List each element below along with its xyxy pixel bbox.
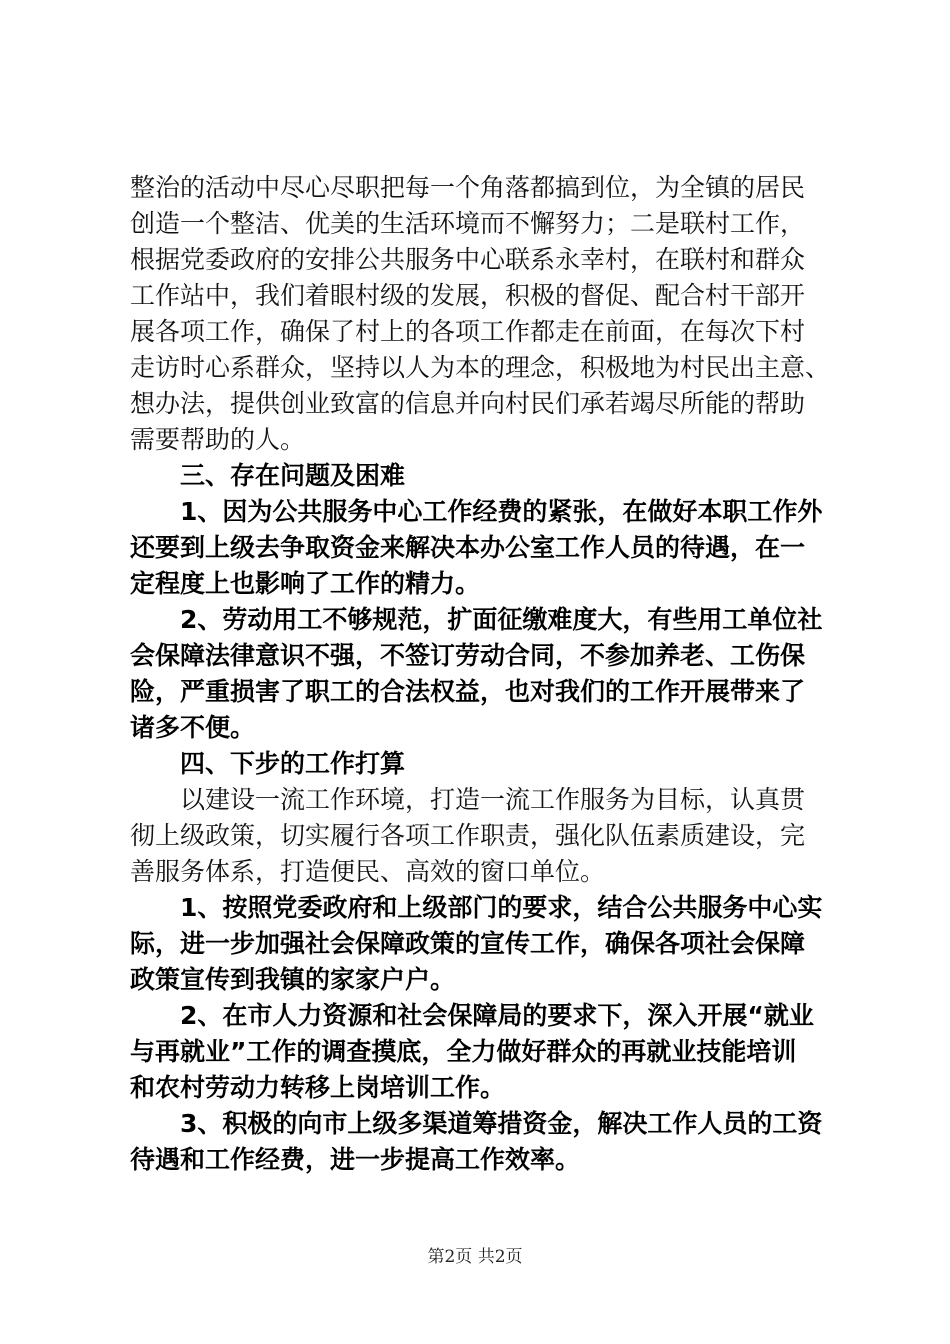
text-line: 政策宣传到我镇的家家户户。 — [130, 965, 456, 994]
text-line: 工作站中，我们着眼村级的发展，积极的督促、配合村干部开 — [130, 281, 806, 310]
text-line: 险，严重损害了职工的合法权益，也对我们的工作开展带来了 — [130, 677, 806, 706]
text-line: 以建设一流工作环境，打造一流工作服务为目标，认真贯 — [180, 785, 806, 814]
text-line: 想办法，提供创业致富的信息并向村民们承若竭尽所能的帮助 — [130, 389, 806, 418]
text-line: 1、因为公共服务中心工作经费的紧张，在做好本职工作外 — [180, 497, 823, 526]
document-body — [130, 170, 830, 1178]
text-line: 2、在市人力资源和社会保障局的要求下，深入开展“就业 — [180, 1001, 814, 1030]
text-line: 和农村劳动力转移上岗培训工作。 — [130, 1073, 506, 1102]
text-line: 根据党委政府的安排公共服务中心联系永幸村，在联村和群众 — [130, 245, 806, 274]
text-line: 彻上级政策，切实履行各项工作职责，强化队伍素质建设，完 — [130, 821, 806, 850]
text-line: 3、积极的向市上级多渠道筹措资金，解决工作人员的工资 — [180, 1109, 823, 1138]
text-line: 会保障法律意识不强，不签订劳动合同，不参加养老、工伤保 — [130, 641, 806, 670]
text-line: 2、劳动用工不够规范，扩面征缴难度大，有些用工单位社 — [180, 605, 823, 634]
text-line: 需要帮助的人。 — [130, 425, 306, 454]
text-line: 还要到上级去争取资金来解决本办公室工作人员的待遇，在一 — [130, 533, 806, 562]
text-line: 展各项工作，确保了村上的各项工作都走在前面，在每次下村 — [130, 317, 806, 346]
page-footer: 第2页 共2页 — [427, 1247, 523, 1267]
text-line: 四、下步的工作打算 — [180, 749, 406, 778]
text-line: 善服务体系，打造便民、高效的窗口单位。 — [130, 857, 606, 886]
text-line: 际，进一步加强社会保障政策的宣传工作，确保各项社会保障 — [130, 929, 806, 958]
text-line: 定程度上也影响了工作的精力。 — [130, 569, 481, 598]
text-line: 待遇和工作经费，进一步提高工作效率。 — [130, 1145, 581, 1174]
text-line: 走访时心系群众，坚持以人为本的理念，积极地为村民出主意、 — [130, 353, 831, 382]
text-line: 1、按照党委政府和上级部门的要求，结合公共服务中心实 — [180, 893, 823, 922]
text-line: 创造一个整洁、优美的生活环境而不懈努力；二是联村工作， — [130, 209, 806, 238]
text-line: 三、存在问题及困难 — [180, 461, 406, 490]
text-line: 整治的活动中尽心尽职把每一个角落都搞到位，为全镇的居民 — [130, 173, 806, 202]
text-line: 与再就业”工作的调查摸底，全力做好群众的再就业技能培训 — [130, 1037, 797, 1066]
text-line: 诸多不便。 — [130, 713, 256, 742]
